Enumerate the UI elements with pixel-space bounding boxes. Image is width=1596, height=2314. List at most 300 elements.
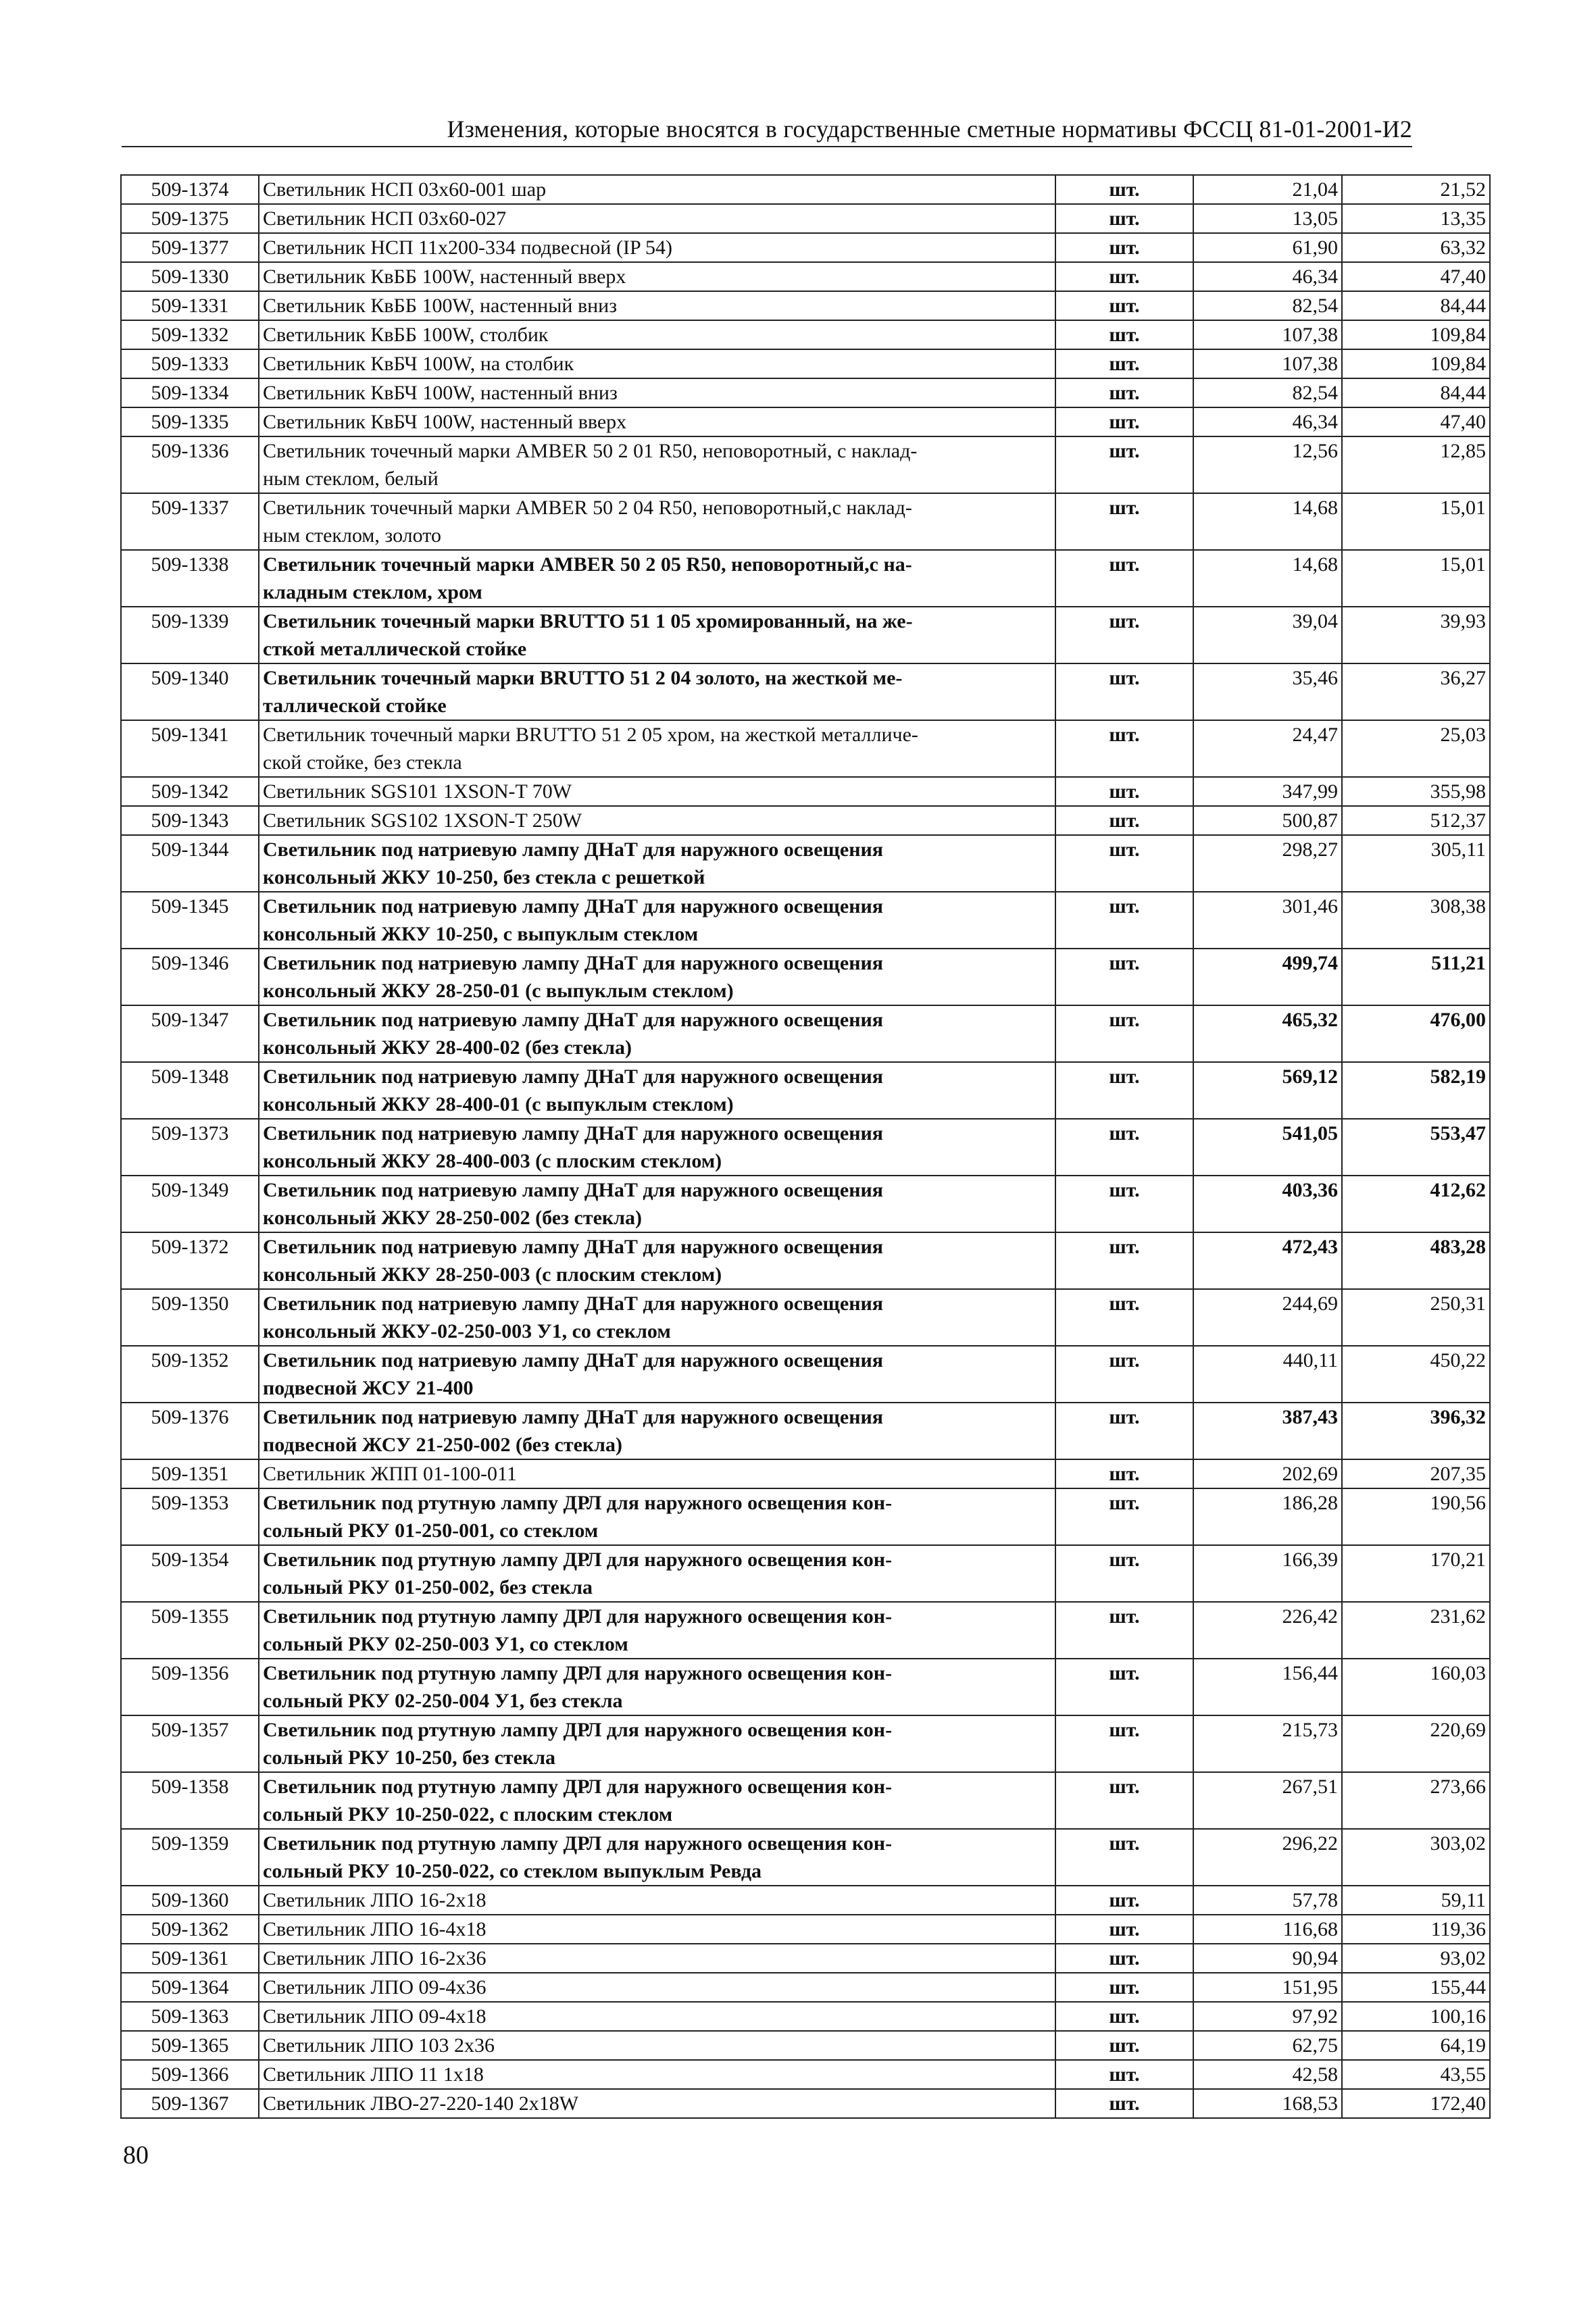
unit-cell: шт. — [1055, 1119, 1193, 1176]
price-cell-1: 107,38 — [1193, 349, 1342, 378]
table-row — [121, 1829, 1490, 1886]
price-cell-2: 47,40 — [1342, 262, 1490, 291]
item-name-cell — [259, 1886, 1055, 1915]
item-code-cell: 509-1375 — [121, 204, 259, 233]
table-row — [121, 1545, 1490, 1602]
item-code-cell: 509-1361 — [121, 1944, 259, 1973]
table-row — [121, 1119, 1490, 1176]
unit-cell: шт. — [1055, 2089, 1193, 2118]
price-cell-1: 500,87 — [1193, 806, 1342, 835]
price-cell-1: 403,36 — [1193, 1176, 1342, 1232]
item-name-cell — [259, 1176, 1055, 1232]
table-row — [121, 663, 1490, 720]
item-name-cell — [259, 407, 1055, 436]
item-name-line: Светильник ЛПО 16-2х18 — [263, 1889, 487, 1911]
table-row — [121, 2002, 1490, 2031]
unit-cell: шт. — [1055, 892, 1193, 949]
item-code-cell: 509-1343 — [121, 806, 259, 835]
price-cell-2: 190,56 — [1342, 1488, 1490, 1545]
unit-cell: шт. — [1055, 1176, 1193, 1232]
price-cell-2: 308,38 — [1342, 892, 1490, 949]
unit-cell: шт. — [1055, 607, 1193, 663]
item-name-cell — [259, 1715, 1055, 1772]
price-cell-2: 84,44 — [1342, 291, 1490, 320]
price-cell-2: 273,66 — [1342, 1772, 1490, 1829]
item-name-cell — [259, 1973, 1055, 2002]
price-table-body — [121, 175, 1490, 2118]
price-cell-1: 90,94 — [1193, 1944, 1342, 1973]
table-row — [121, 1488, 1490, 1545]
unit-cell: шт. — [1055, 1005, 1193, 1062]
item-name-cell — [259, 2031, 1055, 2060]
table-row — [121, 1005, 1490, 1062]
item-name-cell — [259, 1232, 1055, 1289]
price-cell-2: 511,21 — [1342, 949, 1490, 1005]
table-row — [121, 1659, 1490, 1715]
item-name-line: Светильник ЛПО 09-4х18 — [263, 2005, 487, 2028]
item-name-line: сткой металлической стойке — [263, 638, 527, 660]
table-row — [121, 550, 1490, 607]
price-cell-1: 166,39 — [1193, 1545, 1342, 1602]
item-code-cell: 509-1340 — [121, 663, 259, 720]
price-cell-1: 14,68 — [1193, 493, 1342, 550]
header-title: Изменения, которые вносятся в государственные сметные нормативы ФССЦ 81-01-2001-И2 — [447, 116, 1412, 143]
price-cell-2: 39,93 — [1342, 607, 1490, 663]
price-cell-1: 244,69 — [1193, 1289, 1342, 1346]
item-code-cell: 509-1349 — [121, 1176, 259, 1232]
page-header — [122, 114, 1412, 147]
price-cell-1: 39,04 — [1193, 607, 1342, 663]
price-cell-1: 541,05 — [1193, 1119, 1342, 1176]
item-code-cell: 509-1341 — [121, 720, 259, 777]
item-name-line: Светильник ЛПО 16-4х18 — [263, 1918, 487, 1940]
item-name-line: сольный РКУ 02-250-003 У1, со стеклом — [263, 1633, 628, 1655]
item-name-line: Светильник под натриевую лампу ДНаТ для наружного освещения — [263, 1179, 883, 1201]
price-cell-2: 12,85 — [1342, 436, 1490, 493]
item-name-cell — [259, 320, 1055, 349]
item-name-cell — [259, 835, 1055, 892]
item-code-cell: 509-1350 — [121, 1289, 259, 1346]
item-name-line: Светильник под натриевую лампу ДНаТ для наружного освещения — [263, 1236, 883, 1258]
price-cell-2: 553,47 — [1342, 1119, 1490, 1176]
item-name-line: Светильник под натриевую лампу ДНаТ для наружного освещения — [263, 1406, 883, 1428]
item-name-cell — [259, 175, 1055, 204]
item-name-line: Светильник под ртутную лампу ДРЛ для наружного освещения кон- — [263, 1776, 893, 1798]
item-name-line: консольный ЖКУ 28-400-003 (с плоским стеклом) — [263, 1150, 722, 1172]
price-cell-2: 412,62 — [1342, 1176, 1490, 1232]
table-row — [121, 607, 1490, 663]
item-code-cell: 509-1358 — [121, 1772, 259, 1829]
table-row — [121, 1346, 1490, 1403]
unit-cell: шт. — [1055, 1062, 1193, 1119]
unit-cell: шт. — [1055, 2002, 1193, 2031]
table-row — [121, 175, 1490, 204]
price-table — [120, 174, 1491, 2119]
unit-cell: шт. — [1055, 550, 1193, 607]
price-cell-2: 450,22 — [1342, 1346, 1490, 1403]
table-row — [121, 436, 1490, 493]
item-name-line: Светильник под ртутную лампу ДРЛ для наружного освещения кон- — [263, 1719, 893, 1741]
item-name-line: Светильник ЛПО 103 2х36 — [263, 2034, 495, 2057]
unit-cell: шт. — [1055, 1659, 1193, 1715]
table-row — [121, 1715, 1490, 1772]
item-name-cell — [259, 1602, 1055, 1659]
item-name-cell — [259, 291, 1055, 320]
unit-cell: шт. — [1055, 204, 1193, 233]
item-code-cell: 509-1360 — [121, 1886, 259, 1915]
unit-cell: шт. — [1055, 493, 1193, 550]
item-code-cell: 509-1352 — [121, 1346, 259, 1403]
item-name-cell — [259, 777, 1055, 806]
price-cell-1: 42,58 — [1193, 2060, 1342, 2089]
unit-cell: шт. — [1055, 1346, 1193, 1403]
item-name-line: Светильник КвББ 100W, настенный вверх — [263, 266, 626, 288]
item-name-line: подвесной ЖСУ 21-400 — [263, 1377, 474, 1399]
item-name-line: консольный ЖКУ 28-250-002 (без стекла) — [263, 1207, 643, 1229]
table-row — [121, 1602, 1490, 1659]
unit-cell: шт. — [1055, 1829, 1193, 1886]
item-name-line: Светильник КвБЧ 100W, на столбик — [263, 353, 574, 375]
item-name-cell — [259, 949, 1055, 1005]
item-name-line: консольный ЖКУ 28-250-01 (с выпуклым стеклом) — [263, 980, 734, 1002]
price-cell-1: 472,43 — [1193, 1232, 1342, 1289]
price-cell-1: 499,74 — [1193, 949, 1342, 1005]
table-row — [121, 1289, 1490, 1346]
item-name-line: Светильник НСП 03х60-001 шар — [263, 178, 547, 201]
unit-cell: шт. — [1055, 806, 1193, 835]
unit-cell: шт. — [1055, 175, 1193, 204]
table-row — [121, 262, 1490, 291]
item-name-line: Светильник под натриевую лампу ДНаТ для наружного освещения — [263, 1009, 883, 1031]
item-name-line: Светильник точечный марки AMBER 50 2 01 R50, неповоротный, с наклад- — [263, 440, 918, 462]
price-cell-1: 569,12 — [1193, 1062, 1342, 1119]
item-name-cell — [259, 436, 1055, 493]
item-name-line: Светильник под натриевую лампу ДНаТ для наружного освещения — [263, 895, 883, 917]
unit-cell: шт. — [1055, 949, 1193, 1005]
table-row — [121, 2089, 1490, 2118]
item-name-line: ным стеклом, золото — [263, 524, 441, 547]
price-cell-2: 305,11 — [1342, 835, 1490, 892]
price-cell-2: 64,19 — [1342, 2031, 1490, 2060]
price-cell-2: 109,84 — [1342, 349, 1490, 378]
price-cell-1: 116,68 — [1193, 1915, 1342, 1944]
item-name-line: консольный ЖКУ-02-250-003 У1, со стеклом — [263, 1320, 671, 1342]
item-name-line: Светильник SGS101 1XSON-T 70W — [263, 780, 572, 803]
price-cell-2: 476,00 — [1342, 1005, 1490, 1062]
price-cell-2: 13,35 — [1342, 204, 1490, 233]
price-cell-1: 465,32 — [1193, 1005, 1342, 1062]
price-cell-2: 220,69 — [1342, 1715, 1490, 1772]
unit-cell: шт. — [1055, 349, 1193, 378]
item-name-cell — [259, 1403, 1055, 1459]
price-cell-1: 107,38 — [1193, 320, 1342, 349]
price-cell-1: 12,56 — [1193, 436, 1342, 493]
price-cell-1: 13,05 — [1193, 204, 1342, 233]
table-row — [121, 949, 1490, 1005]
unit-cell: шт. — [1055, 291, 1193, 320]
item-name-line: Светильник ЛПО 11 1х18 — [263, 2063, 484, 2086]
item-name-line: сольный РКУ 10-250, без стекла — [263, 1746, 556, 1769]
table-row — [121, 835, 1490, 892]
price-cell-2: 109,84 — [1342, 320, 1490, 349]
item-name-cell — [259, 378, 1055, 407]
table-row — [121, 1772, 1490, 1829]
table-row — [121, 291, 1490, 320]
price-cell-2: 21,52 — [1342, 175, 1490, 204]
item-name-line: Светильник точечный марки BRUTTO 51 2 05 хром, на жесткой металличе- — [263, 724, 918, 746]
item-code-cell: 509-1367 — [121, 2089, 259, 2118]
price-cell-1: 151,95 — [1193, 1973, 1342, 2002]
table-row — [121, 378, 1490, 407]
item-code-cell: 509-1377 — [121, 233, 259, 262]
price-cell-1: 97,92 — [1193, 2002, 1342, 2031]
unit-cell: шт. — [1055, 1944, 1193, 1973]
price-cell-1: 21,04 — [1193, 175, 1342, 204]
item-name-line: кладным стеклом, хром — [263, 581, 482, 603]
item-code-cell: 509-1359 — [121, 1829, 259, 1886]
table-row — [121, 1232, 1490, 1289]
item-name-line: Светильник под натриевую лампу ДНаТ для наружного освещения — [263, 1065, 883, 1088]
item-name-cell — [259, 607, 1055, 663]
item-name-line: Светильник точечный марки BRUTTO 51 1 05 хромированный, на же- — [263, 610, 913, 632]
item-name-line: Светильник ЛПО 09-4х36 — [263, 1976, 487, 1998]
price-cell-2: 170,21 — [1342, 1545, 1490, 1602]
item-code-cell: 509-1366 — [121, 2060, 259, 2089]
price-cell-2: 160,03 — [1342, 1659, 1490, 1715]
item-name-line: Светильник под ртутную лампу ДРЛ для наружного освещения кон- — [263, 1549, 893, 1571]
price-cell-1: 62,75 — [1193, 2031, 1342, 2060]
item-code-cell: 509-1339 — [121, 607, 259, 663]
item-name-cell — [259, 1772, 1055, 1829]
price-cell-1: 61,90 — [1193, 233, 1342, 262]
price-cell-1: 82,54 — [1193, 291, 1342, 320]
item-name-line: Светильник НСП 03х60-027 — [263, 207, 507, 230]
item-name-line: консольный ЖКУ 10-250, с выпуклым стеклом — [263, 923, 699, 945]
price-cell-1: 168,53 — [1193, 2089, 1342, 2118]
price-cell-1: 226,42 — [1193, 1602, 1342, 1659]
item-code-cell: 509-1353 — [121, 1488, 259, 1545]
item-code-cell: 509-1331 — [121, 291, 259, 320]
item-name-cell — [259, 204, 1055, 233]
price-cell-1: 298,27 — [1193, 835, 1342, 892]
item-name-cell — [259, 2002, 1055, 2031]
item-name-cell — [259, 1915, 1055, 1944]
item-name-cell — [259, 1659, 1055, 1715]
price-cell-2: 63,32 — [1342, 233, 1490, 262]
item-name-line: Светильник под натриевую лампу ДНаТ для наружного освещения — [263, 1122, 883, 1145]
price-cell-2: 250,31 — [1342, 1289, 1490, 1346]
price-cell-1: 215,73 — [1193, 1715, 1342, 1772]
item-name-cell — [259, 2089, 1055, 2118]
price-cell-2: 119,36 — [1342, 1915, 1490, 1944]
price-cell-1: 82,54 — [1193, 378, 1342, 407]
item-name-line: Светильник SGS102 1XSON-T 250W — [263, 809, 582, 832]
item-name-line: Светильник под натриевую лампу ДНаТ для наружного освещения — [263, 1292, 883, 1315]
unit-cell: шт. — [1055, 233, 1193, 262]
item-name-line: Светильник ЖПП 01-100-011 — [263, 1463, 517, 1485]
item-name-line: ской стойке, без стекла — [263, 751, 462, 774]
item-name-cell — [259, 2060, 1055, 2089]
table-row — [121, 1944, 1490, 1973]
price-cell-1: 35,46 — [1193, 663, 1342, 720]
item-name-line: Светильник ЛВО-27-220-140 2х18W — [263, 2092, 579, 2115]
item-name-line: сольный РКУ 02-250-004 У1, без стекла — [263, 1690, 623, 1712]
price-cell-2: 582,19 — [1342, 1062, 1490, 1119]
item-name-line: консольный ЖКУ 28-400-01 (с выпуклым стеклом) — [263, 1093, 734, 1115]
price-cell-1: 296,22 — [1193, 1829, 1342, 1886]
unit-cell: шт. — [1055, 262, 1193, 291]
table-row — [121, 1176, 1490, 1232]
price-cell-2: 231,62 — [1342, 1602, 1490, 1659]
unit-cell: шт. — [1055, 378, 1193, 407]
item-name-cell — [259, 1459, 1055, 1488]
item-code-cell: 509-1362 — [121, 1915, 259, 1944]
page-number: 80 — [123, 2141, 149, 2169]
price-cell-2: 36,27 — [1342, 663, 1490, 720]
price-cell-1: 57,78 — [1193, 1886, 1342, 1915]
unit-cell: шт. — [1055, 663, 1193, 720]
item-code-cell: 509-1345 — [121, 892, 259, 949]
price-cell-2: 355,98 — [1342, 777, 1490, 806]
item-code-cell: 509-1376 — [121, 1403, 259, 1459]
price-cell-1: 24,47 — [1193, 720, 1342, 777]
item-code-cell: 509-1330 — [121, 262, 259, 291]
item-code-cell: 509-1357 — [121, 1715, 259, 1772]
price-cell-1: 301,46 — [1193, 892, 1342, 949]
price-cell-2: 396,32 — [1342, 1403, 1490, 1459]
item-name-line: Светильник КвББ 100W, столбик — [263, 324, 549, 346]
table-row — [121, 320, 1490, 349]
item-name-cell — [259, 1119, 1055, 1176]
unit-cell: шт. — [1055, 2031, 1193, 2060]
unit-cell: шт. — [1055, 835, 1193, 892]
table-row — [121, 1886, 1490, 1915]
item-name-line: Светильник под ртутную лампу ДРЛ для наружного освещения кон- — [263, 1832, 893, 1855]
item-code-cell: 509-1354 — [121, 1545, 259, 1602]
price-cell-2: 155,44 — [1342, 1973, 1490, 2002]
item-name-line: Светильник КвББ 100W, настенный вниз — [263, 295, 618, 317]
unit-cell: шт. — [1055, 1232, 1193, 1289]
table-row — [121, 892, 1490, 949]
price-cell-1: 387,43 — [1193, 1403, 1342, 1459]
item-code-cell: 509-1334 — [121, 378, 259, 407]
item-name-cell — [259, 262, 1055, 291]
unit-cell: шт. — [1055, 1459, 1193, 1488]
item-name-cell — [259, 806, 1055, 835]
unit-cell: шт. — [1055, 407, 1193, 436]
price-cell-2: 93,02 — [1342, 1944, 1490, 1973]
price-cell-1: 46,34 — [1193, 262, 1342, 291]
unit-cell: шт. — [1055, 1488, 1193, 1545]
item-name-cell — [259, 349, 1055, 378]
price-cell-1: 46,34 — [1193, 407, 1342, 436]
price-cell-1: 186,28 — [1193, 1488, 1342, 1545]
item-name-cell — [259, 1944, 1055, 1973]
item-code-cell: 509-1372 — [121, 1232, 259, 1289]
item-code-cell: 509-1365 — [121, 2031, 259, 2060]
unit-cell: шт. — [1055, 720, 1193, 777]
unit-cell: шт. — [1055, 320, 1193, 349]
table-row — [121, 1403, 1490, 1459]
item-name-line: таллической стойке — [263, 695, 447, 717]
price-cell-2: 100,16 — [1342, 2002, 1490, 2031]
unit-cell: шт. — [1055, 1289, 1193, 1346]
item-code-cell: 509-1344 — [121, 835, 259, 892]
price-cell-2: 59,11 — [1342, 1886, 1490, 1915]
item-code-cell: 509-1363 — [121, 2002, 259, 2031]
price-cell-1: 347,99 — [1193, 777, 1342, 806]
item-code-cell: 509-1342 — [121, 777, 259, 806]
item-name-cell — [259, 493, 1055, 550]
table-row — [121, 2031, 1490, 2060]
price-cell-2: 172,40 — [1342, 2089, 1490, 2118]
price-cell-1: 202,69 — [1193, 1459, 1342, 1488]
price-cell-1: 440,11 — [1193, 1346, 1342, 1403]
table-row — [121, 777, 1490, 806]
item-code-cell: 509-1364 — [121, 1973, 259, 2002]
item-name-line: Светильник под натриевую лампу ДНаТ для наружного освещения — [263, 1349, 883, 1372]
item-name-cell — [259, 233, 1055, 262]
item-name-cell — [259, 1829, 1055, 1886]
item-name-line: сольный РКУ 01-250-002, без стекла — [263, 1576, 593, 1599]
item-name-cell — [259, 1062, 1055, 1119]
item-code-cell: 509-1335 — [121, 407, 259, 436]
price-cell-1: 156,44 — [1193, 1659, 1342, 1715]
unit-cell: шт. — [1055, 1715, 1193, 1772]
table-row — [121, 233, 1490, 262]
item-name-line: сольный РКУ 01-250-001, со стеклом — [263, 1519, 599, 1542]
price-cell-2: 207,35 — [1342, 1459, 1490, 1488]
item-name-cell — [259, 550, 1055, 607]
item-name-line: Светильник ЛПО 16-2х36 — [263, 1947, 487, 1969]
table-row — [121, 493, 1490, 550]
item-name-line: консольный ЖКУ 28-400-02 (без стекла) — [263, 1036, 632, 1059]
item-code-cell: 509-1351 — [121, 1459, 259, 1488]
item-name-cell — [259, 1005, 1055, 1062]
table-row — [121, 1973, 1490, 2002]
table-row — [121, 1459, 1490, 1488]
item-code-cell: 509-1333 — [121, 349, 259, 378]
item-name-line: ным стеклом, белый — [263, 468, 439, 490]
item-name-line: Светильник под ртутную лампу ДРЛ для наружного освещения кон- — [263, 1492, 893, 1514]
table-row — [121, 720, 1490, 777]
price-cell-2: 512,37 — [1342, 806, 1490, 835]
item-name-line: Светильник под натриевую лампу ДНаТ для наружного освещения — [263, 838, 883, 861]
item-name-line: Светильник под ртутную лампу ДРЛ для наружного освещения кон- — [263, 1605, 893, 1628]
unit-cell: шт. — [1055, 1973, 1193, 2002]
price-cell-2: 483,28 — [1342, 1232, 1490, 1289]
item-name-line: консольный ЖКУ 10-250, без стекла с решеткой — [263, 866, 705, 888]
unit-cell: шт. — [1055, 436, 1193, 493]
item-code-cell: 509-1374 — [121, 175, 259, 204]
price-cell-2: 43,55 — [1342, 2060, 1490, 2089]
unit-cell: шт. — [1055, 1772, 1193, 1829]
price-cell-1: 267,51 — [1193, 1772, 1342, 1829]
item-name-line: сольный РКУ 10-250-022, с плоским стеклом — [263, 1803, 673, 1826]
item-name-line: Светильник точечный марки AMBER 50 2 04 R50, неповоротный,с наклад- — [263, 497, 912, 519]
item-code-cell: 509-1356 — [121, 1659, 259, 1715]
table-row — [121, 407, 1490, 436]
unit-cell: шт. — [1055, 1545, 1193, 1602]
item-name-cell — [259, 720, 1055, 777]
item-code-cell: 509-1332 — [121, 320, 259, 349]
price-cell-2: 25,03 — [1342, 720, 1490, 777]
table-row — [121, 204, 1490, 233]
unit-cell: шт. — [1055, 777, 1193, 806]
item-name-cell — [259, 1346, 1055, 1403]
unit-cell: шт. — [1055, 1886, 1193, 1915]
price-cell-2: 303,02 — [1342, 1829, 1490, 1886]
